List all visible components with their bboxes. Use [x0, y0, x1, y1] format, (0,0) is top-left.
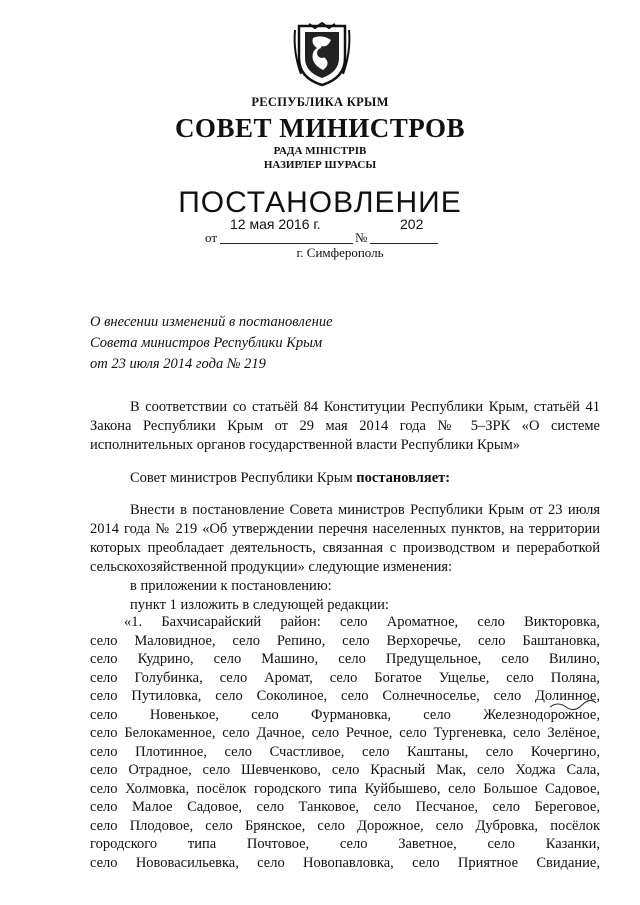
document-type-title: ПОСТАНОВЛЕНИЕ: [178, 186, 462, 219]
number-prefix: №: [355, 230, 368, 245]
item-line: пункт 1 изложить в следующей редакции:: [130, 597, 389, 613]
council-heading-ukrainian: РАДА МІНІСТРІВ: [273, 145, 367, 157]
republic-heading: РЕСПУБЛИКА КРЫМ: [251, 95, 389, 109]
settlement-list-line: село Новенькое, село Фурмановка, село Железнодорожное,: [90, 706, 600, 723]
document-date: 12 мая 2016 г.: [230, 216, 321, 232]
settlement-list-line: село Маловидное, село Репино, село Верхоречье, село Баштановка,: [90, 632, 600, 649]
settlement-list-line: село Белокаменное, село Дачное, село Речное, село Тургеневка, село Зелёное,: [90, 725, 600, 741]
settlement-list-line: село Путиловка, село Соколиное, село Солнечноселье, село Долинное,: [90, 688, 600, 704]
resolves-paragraph: [90, 469, 600, 488]
resolves-text: Совет министров Республики Крым: [130, 470, 357, 486]
city-line: г. Симферополь: [296, 245, 384, 260]
settlement-list-line: село Малое Садовое, село Танковое, село Песчаное, село Береговое,: [90, 799, 600, 815]
subject-line: Совета министров Республики Крым: [90, 335, 323, 351]
settlement-list-line: село Отрадное, село Шевченково, село Красный Мак, село Ходжа Сала,: [90, 762, 600, 778]
settlement-list-line: городского типа Почтовое, село Заветное, село Казанки,: [90, 836, 600, 852]
date-number-line: [205, 216, 440, 245]
settlement-list-line: село Кудрино, село Машино, село Предущельное, село Вилино,: [90, 651, 600, 667]
settlement-list-line: село Нововасильевка, село Новопавловка, село Приятное Свидание,: [90, 854, 600, 871]
settlement-list-line: «1. Бахчисарайский район: село Ароматное, село Викторовка,: [124, 614, 600, 630]
settlement-list-line: село Голубинка, село Аромат, село Богатое Ущелье, село Поляна,: [90, 669, 600, 686]
subject-line: от 23 июля 2014 года № 219: [90, 356, 266, 372]
annex-line: в приложении к постановлению:: [130, 578, 332, 594]
preamble-paragraph: В соответствии со статьёй 84 Конституции Республики Крым, статьёй 41 Закона Республики Крым от 29 мая 2014 года № 5–ЗРК «О системе исполнительных органов государственной власти Республики Крым»: [90, 399, 600, 453]
subject-line: О внесении изменений в постановление: [90, 314, 333, 330]
document-subject: [90, 312, 333, 375]
council-heading-tatar: НАЗИРЛЕР ШУРАСЫ: [263, 159, 377, 171]
council-heading: СОВЕТ МИНИСТРОВ: [174, 113, 466, 143]
document-number: 202: [400, 216, 424, 232]
resolves-keyword: постановляет:: [356, 470, 451, 486]
handwritten-mark: [548, 699, 598, 711]
number-underline: [370, 243, 438, 244]
settlement-list-line: село Плодовое, село Брянское, село Дорожное, село Дубровка, посёлок: [90, 817, 600, 834]
settlement-list-line: село Плотинное, село Счастливое, село Каштаны, село Кочергино,: [90, 743, 600, 760]
amendment-intro-paragraph: Внести в постановление Совета министров Республики Крым от 23 июля 2014 года № 219 «Об утверждении перечня населенных пунктов, на территории которых преобладает деятельность, связанная с производством и переработкой сельскохозяйственной продукции» следующие изменения:: [90, 502, 600, 575]
settlement-list-line: село Холмовка, посёлок городского типа Куйбышево, село Большое Садовое,: [90, 780, 600, 797]
date-underline: [220, 243, 353, 244]
crimea-coat-of-arms-emblem: [291, 22, 353, 88]
date-prefix: от: [205, 230, 218, 245]
